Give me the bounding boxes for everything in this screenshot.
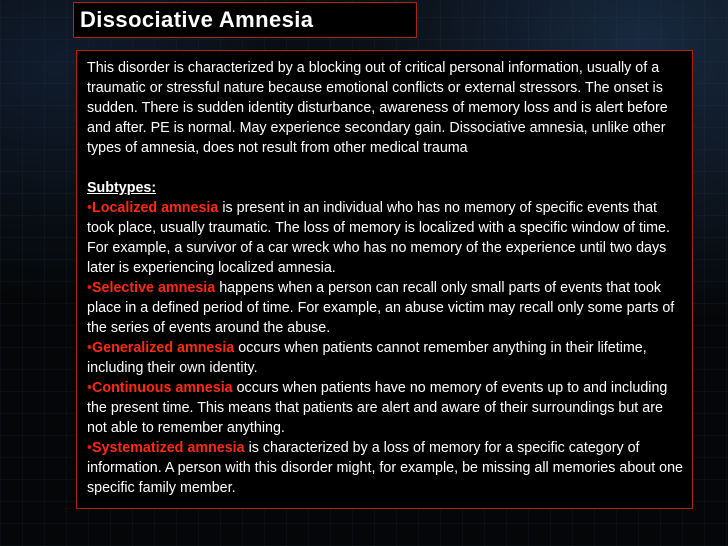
- subtype-term: Localized amnesia: [92, 200, 219, 216]
- subtype-term: Selective amnesia: [92, 280, 216, 296]
- bullet-icon: •: [87, 200, 93, 216]
- subtype-item-systematized: [87, 438, 684, 498]
- bullet-icon: •: [87, 380, 93, 396]
- subtype-item-localized: [87, 198, 684, 278]
- subtype-term: Systematized amnesia: [92, 440, 245, 456]
- intro-paragraph: This disorder is characterized by a blocking out of critical personal information, usually of a traumatic or stressful nature because emotional conflicts or external stressors. The onset is sudden. There is sudden identity disturbance, awareness of memory loss and is alert before and after. PE is normal. May experience secondary gain. Dissociative amnesia, unlike other types of amnesia, does not result from other medical trauma: [87, 60, 668, 156]
- subtypes-heading-line: [87, 178, 684, 198]
- bullet-icon: •: [87, 440, 93, 456]
- subtype-item-continuous: [87, 378, 684, 438]
- subtype-text: occurs when patients have no memory of events up to and including the present time. This means that patients are alert and aware of their surroundings but are not able to remember anything.: [87, 380, 668, 436]
- subtype-text: is characterized by a loss of memory for a specific category of information. A person with this disorder might, for example, be missing all memories about one specific family member.: [87, 440, 683, 496]
- subtype-item-selective: [87, 278, 684, 338]
- content-box: [76, 50, 693, 509]
- subtypes-heading: Subtypes:: [87, 180, 157, 196]
- subtype-term: Generalized amnesia: [92, 340, 235, 356]
- subtype-text: occurs when patients cannot remember anything in their lifetime, including their own identity.: [87, 340, 647, 376]
- subtype-item-generalized: [87, 338, 684, 378]
- slide-title: Dissociative Amnesia: [80, 7, 314, 32]
- subtype-term: Continuous amnesia: [92, 380, 233, 396]
- subtype-text: happens when a person can recall only small parts of events that took place in a defined period of time. For example, an abuse victim may recall only some parts of the series of events around the abuse.: [87, 280, 675, 336]
- subtype-text: is present in an individual who has no memory of specific events that took place, usually traumatic. The loss of memory is localized with a specific window of time. For example, a survivor of a car wreck who has no memory of the experience until two days later is experiencing localized amnesia.: [87, 200, 670, 276]
- bullet-icon: •: [87, 280, 93, 296]
- title-box: [73, 2, 417, 38]
- bullet-icon: •: [87, 340, 93, 356]
